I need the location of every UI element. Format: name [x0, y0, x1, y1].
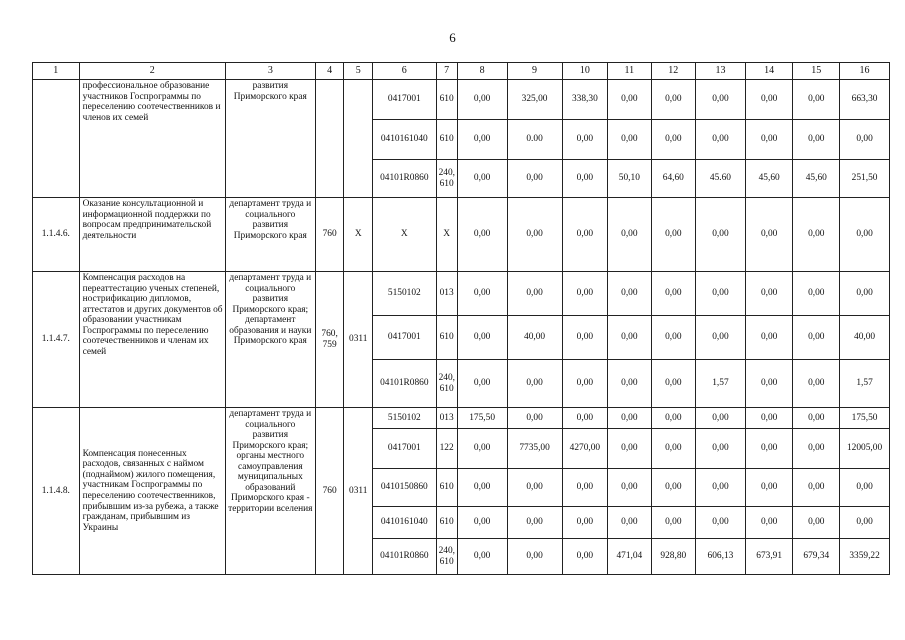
expense-type-cell: 610	[436, 80, 457, 120]
amount-cell: 0,00	[696, 316, 746, 360]
amount-cell: 0,00	[507, 160, 562, 198]
amount-cell: 0,00	[745, 360, 793, 408]
amount-cell: 0,00	[793, 469, 840, 507]
item-code-cell	[33, 80, 80, 198]
amount-cell: 0,00	[562, 469, 608, 507]
budget-code-cell: 5150102	[373, 272, 437, 316]
amount-cell: 338,30	[562, 80, 608, 120]
amount-cell: 0,00	[696, 198, 746, 272]
amount-cell: 0,00	[562, 272, 608, 316]
expense-type-cell: 610	[436, 507, 457, 539]
table-row	[33, 198, 890, 272]
amount-cell: 45.60	[696, 160, 746, 198]
column-header: 2	[79, 63, 225, 80]
amount-cell: 0,00	[562, 539, 608, 575]
amount-cell: 0,00	[608, 272, 651, 316]
budget-code-cell: 0417001	[373, 316, 437, 360]
amount-cell: 64,60	[651, 160, 695, 198]
column-header: 14	[745, 63, 793, 80]
budget-code-cell: 0417001	[373, 80, 437, 120]
description-cell: профессиональное образование участников Госпрограммы по переселению соотечественников и членов их семей	[79, 80, 225, 198]
amount-cell: 50,10	[608, 160, 651, 198]
budget-code-cell: X	[373, 198, 437, 272]
column-header: 16	[840, 63, 890, 80]
amount-cell: 0,00	[562, 198, 608, 272]
agency-code-cell: 760	[315, 408, 344, 575]
table-row	[33, 272, 890, 316]
section-code-cell: 0311	[344, 408, 373, 575]
amount-cell: 0,00	[562, 507, 608, 539]
amount-cell: 0,00	[696, 120, 746, 160]
agency-code-cell	[315, 80, 344, 198]
expense-type-cell: 240, 610	[436, 160, 457, 198]
header-row	[33, 63, 890, 80]
amount-cell: 0,00	[608, 360, 651, 408]
amount-cell: 45,60	[745, 160, 793, 198]
amount-cell: 0,00	[793, 360, 840, 408]
amount-cell: 0,00	[745, 272, 793, 316]
amount-cell: 0,00	[608, 198, 651, 272]
amount-cell: 0,00	[651, 360, 695, 408]
amount-cell: 0,00	[608, 120, 651, 160]
budget-code-cell: 5150102	[373, 408, 437, 429]
amount-cell: 0,00	[457, 429, 507, 469]
column-header: 9	[507, 63, 562, 80]
amount-cell: 0,00	[696, 80, 746, 120]
budget-code-cell: 04101R0860	[373, 160, 437, 198]
amount-cell: 679,34	[793, 539, 840, 575]
amount-cell: 0,00	[608, 316, 651, 360]
column-header: 13	[696, 63, 746, 80]
column-header: 12	[651, 63, 695, 80]
amount-cell: 0,00	[793, 507, 840, 539]
amount-cell: 0,00	[651, 408, 695, 429]
amount-cell: 0,00	[793, 120, 840, 160]
amount-cell: 0,00	[840, 272, 890, 316]
expense-type-cell: 122	[436, 429, 457, 469]
amount-cell: 251,50	[840, 160, 890, 198]
amount-cell: 0,00	[608, 429, 651, 469]
budget-code-cell: 0410161040	[373, 507, 437, 539]
item-code-cell: 1.1.4.6.	[33, 198, 80, 272]
description-cell: Компенсация понесенных расходов, связанных с наймом (поднаймом) жилого помещения, участникам Госпрограммы по переселению соотечественников, прибывшим из-за рубежа, а также гражданам, прибывшим из Украины	[79, 408, 225, 575]
amount-cell: 0,00	[696, 408, 746, 429]
organization-cell: департамент труда и социального развития Приморского края; департамент образования и науки Приморского края	[225, 272, 315, 408]
amount-cell: 673,91	[745, 539, 793, 575]
amount-cell: 0,00	[793, 408, 840, 429]
amount-cell: 12005,00	[840, 429, 890, 469]
amount-cell: 0,00	[457, 360, 507, 408]
section-code-cell: X	[344, 198, 373, 272]
item-code-cell: 1.1.4.8.	[33, 408, 80, 575]
amount-cell: 175,50	[840, 408, 890, 429]
column-header: 15	[793, 63, 840, 80]
description-cell: Оказание консультационной и информационной поддержки по вопросам предпринимательской деятельности	[79, 198, 225, 272]
amount-cell: 4270,00	[562, 429, 608, 469]
amount-cell: 0,00	[651, 198, 695, 272]
expense-type-cell: 013	[436, 408, 457, 429]
amount-cell: 0,00	[745, 120, 793, 160]
amount-cell: 0,00	[507, 539, 562, 575]
amount-cell: 0,00	[745, 469, 793, 507]
expense-type-cell: X	[436, 198, 457, 272]
amount-cell: 175,50	[457, 408, 507, 429]
amount-cell: 0,00	[507, 507, 562, 539]
organization-cell: департамент труда и социального развития Приморского края; органы местного самоуправления муниципальных образований Приморского края - территории вселения	[225, 408, 315, 575]
amount-cell: 1,57	[840, 360, 890, 408]
amount-cell: 40,00	[507, 316, 562, 360]
amount-cell: 40,00	[840, 316, 890, 360]
amount-cell: 0,00	[696, 469, 746, 507]
budget-code-cell: 0410150860	[373, 469, 437, 507]
amount-cell: 0,00	[562, 120, 608, 160]
amount-cell: 0,00	[507, 469, 562, 507]
section-code-cell	[344, 80, 373, 198]
amount-cell: 0,00	[651, 429, 695, 469]
column-header: 8	[457, 63, 507, 80]
amount-cell: 0,00	[457, 160, 507, 198]
amount-cell: 0,00	[651, 272, 695, 316]
amount-cell: 0,00	[457, 316, 507, 360]
amount-cell: 0,00	[651, 120, 695, 160]
amount-cell: 0,00	[608, 80, 651, 120]
amount-cell: 0,00	[507, 408, 562, 429]
amount-cell: 0,00	[507, 360, 562, 408]
amount-cell: 0,00	[840, 120, 890, 160]
amount-cell: 0,00	[457, 80, 507, 120]
amount-cell: 0,00	[793, 80, 840, 120]
amount-cell: 0,00	[840, 507, 890, 539]
agency-code-cell: 760, 759	[315, 272, 344, 408]
amount-cell: 0,00	[562, 408, 608, 429]
amount-cell: 0.00	[507, 120, 562, 160]
amount-cell: 0,00	[608, 408, 651, 429]
expense-type-cell: 240, 610	[436, 539, 457, 575]
column-header: 7	[436, 63, 457, 80]
organization-cell: развития Приморского края	[225, 80, 315, 198]
item-code-cell: 1.1.4.7.	[33, 272, 80, 408]
amount-cell: 0,00	[457, 539, 507, 575]
amount-cell: 0,00	[745, 408, 793, 429]
amount-cell: 0,00	[651, 80, 695, 120]
table-row	[33, 80, 890, 120]
amount-cell: 0,00	[793, 272, 840, 316]
amount-cell: 0,00	[651, 469, 695, 507]
amount-cell: 0,00	[696, 272, 746, 316]
amount-cell: 0,00	[745, 316, 793, 360]
expense-type-cell: 610	[436, 120, 457, 160]
expense-type-cell: 610	[436, 469, 457, 507]
amount-cell: 0,00	[457, 507, 507, 539]
amount-cell: 0,00	[457, 272, 507, 316]
amount-cell: 0,00	[840, 198, 890, 272]
amount-cell: 0,00	[457, 120, 507, 160]
amount-cell: 663,30	[840, 80, 890, 120]
amount-cell: 0,00	[840, 469, 890, 507]
column-header: 3	[225, 63, 315, 80]
amount-cell: 0,00	[562, 316, 608, 360]
amount-cell: 0,00	[562, 360, 608, 408]
amount-cell: 45,60	[793, 160, 840, 198]
amount-cell: 928,80	[651, 539, 695, 575]
expense-type-cell: 013	[436, 272, 457, 316]
description-cell: Компенсация расходов на переаттестацию ученых степеней, нострификацию дипломов, аттестатов и других документов об образовании участникам Госпрограммы по переселению соотечественников и членам их семей	[79, 272, 225, 408]
amount-cell: 0,00	[696, 507, 746, 539]
amount-cell: 0,00	[507, 272, 562, 316]
amount-cell: 0,00	[562, 160, 608, 198]
column-header: 6	[373, 63, 437, 80]
amount-cell: 0,00	[608, 469, 651, 507]
budget-table	[32, 62, 890, 575]
amount-cell: 0,00	[793, 429, 840, 469]
amount-cell: 606,13	[696, 539, 746, 575]
column-header: 1	[33, 63, 80, 80]
amount-cell: 3359,22	[840, 539, 890, 575]
organization-cell: департамент труда и социального развития Приморского края	[225, 198, 315, 272]
amount-cell: 0,00	[651, 316, 695, 360]
amount-cell: 0,00	[745, 507, 793, 539]
page-number: 6	[449, 30, 456, 45]
amount-cell: 0,00	[608, 507, 651, 539]
section-code-cell: 0311	[344, 272, 373, 408]
amount-cell: 471,04	[608, 539, 651, 575]
expense-type-cell: 610	[436, 316, 457, 360]
budget-code-cell: 0410161040	[373, 120, 437, 160]
budget-code-cell: 0417001	[373, 429, 437, 469]
amount-cell: 0,00	[507, 198, 562, 272]
amount-cell: 0,00	[457, 198, 507, 272]
column-header: 11	[608, 63, 651, 80]
agency-code-cell: 760	[315, 198, 344, 272]
amount-cell: 0,00	[696, 429, 746, 469]
amount-cell: 0,00	[651, 507, 695, 539]
table-row	[33, 408, 890, 429]
amount-cell: 0,00	[793, 198, 840, 272]
amount-cell: 0,00	[745, 80, 793, 120]
amount-cell: 1,57	[696, 360, 746, 408]
expense-type-cell: 240, 610	[436, 360, 457, 408]
budget-code-cell: 04101R0860	[373, 360, 437, 408]
column-header: 5	[344, 63, 373, 80]
amount-cell: 7735,00	[507, 429, 562, 469]
amount-cell: 325,00	[507, 80, 562, 120]
budget-code-cell: 04101R0860	[373, 539, 437, 575]
amount-cell: 0,00	[745, 429, 793, 469]
column-header: 4	[315, 63, 344, 80]
column-header: 10	[562, 63, 608, 80]
amount-cell: 0,00	[745, 198, 793, 272]
amount-cell: 0,00	[793, 316, 840, 360]
amount-cell: 0,00	[457, 469, 507, 507]
